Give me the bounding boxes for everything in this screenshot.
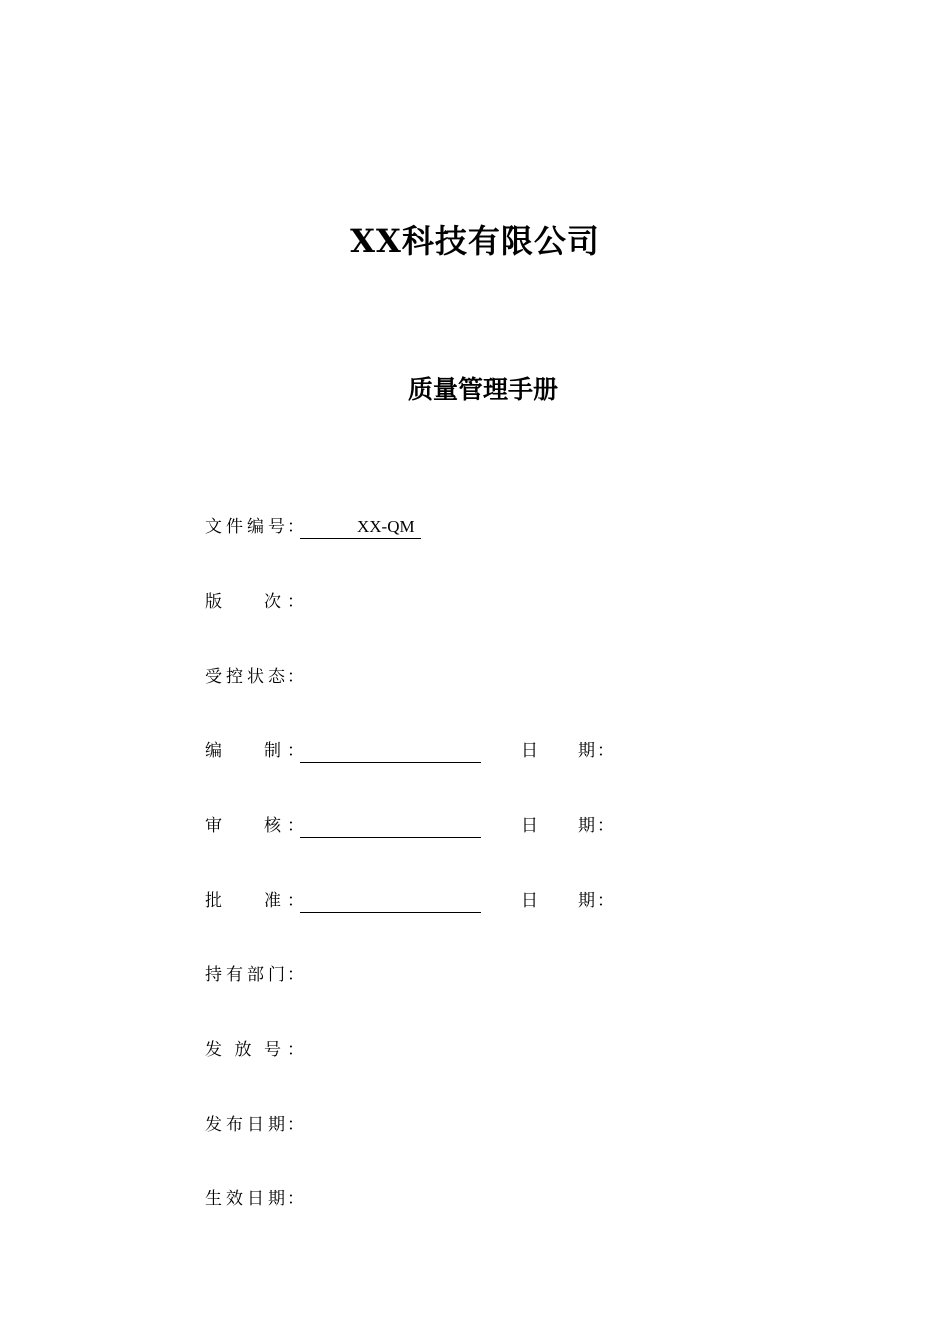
field-colon: ： [597,741,614,761]
field-label [205,514,285,540]
field-label [205,1112,285,1138]
label-char: 期 [578,741,595,761]
date-label [521,888,614,914]
label-char: 日 [521,816,538,836]
field-version [205,589,325,615]
label-char: 日 [247,1189,264,1209]
label-char: 批 [205,891,222,911]
reviewed-by-field[interactable] [300,813,481,838]
label-char: 生 [205,1189,222,1209]
field-colon: ： [287,741,304,761]
label-char: 制 [264,741,281,761]
label-char: 编 [205,741,222,761]
field-label [205,813,281,839]
field-colon: ： [287,667,304,687]
field-label [205,888,281,914]
label-char: 日 [247,1115,264,1135]
label-char: 期 [268,1115,285,1135]
label-char: 日 [521,741,538,761]
document-title: 质量管理手册 [407,375,558,404]
field-label [205,664,285,690]
field-label [205,1037,281,1063]
field-colon: ： [287,1189,304,1209]
field-colon: ： [287,1040,304,1060]
field-colon: ： [287,592,304,612]
label-char: 号 [264,1040,281,1060]
label-char: 发 [205,1040,222,1060]
label-char: 受 [205,667,222,687]
label-char: 有 [226,965,243,985]
label-char: 日 [521,891,538,911]
doc-number-field[interactable] [300,514,421,539]
approved-by-field[interactable] [300,888,481,913]
field-colon: ： [287,816,304,836]
field-colon: ： [597,816,614,836]
label-char: 部 [247,965,264,985]
label-char: 控 [226,667,243,687]
field-colon: ： [287,965,304,985]
field-label [205,1186,285,1212]
label-char: 态 [268,667,285,687]
label-char: 持 [205,965,222,985]
field-approved-by [205,888,625,914]
label-char: 准 [264,891,281,911]
field-label [205,589,281,615]
label-char: 布 [226,1115,243,1135]
label-char: 期 [268,1189,285,1209]
field-reviewed-by [205,813,625,839]
label-char: 审 [205,816,222,836]
document-info-fields [205,0,765,1344]
date-label [521,813,614,839]
label-char: 放 [234,1040,252,1060]
label-char: 期 [578,816,595,836]
company-name: XX科技有限公司 [350,222,600,260]
field-issue-number [205,1037,325,1063]
label-char: 编 [247,517,264,537]
label-char: 件 [226,517,243,537]
field-doc-number [205,514,505,540]
label-char: 文 [205,517,222,537]
field-colon: ： [597,891,614,911]
field-prepared-by [205,738,625,764]
field-holding-dept [205,962,325,988]
field-effective-date [205,1186,325,1212]
field-colon: ： [287,1115,304,1135]
label-char: 状 [247,667,264,687]
label-char: 效 [226,1189,243,1209]
field-release-date [205,1112,325,1138]
label-char: 发 [205,1115,222,1135]
field-colon: ： [287,517,304,537]
label-char: 版 [205,592,222,612]
field-colon: ： [287,891,304,911]
doc-number-value: XX-QM [357,517,415,536]
date-label [521,738,614,764]
label-char: 号 [268,517,285,537]
field-label [205,962,285,988]
label-char: 期 [578,891,595,911]
field-control-status [205,664,325,690]
label-char: 核 [264,816,281,836]
label-char: 次 [264,592,281,612]
field-label [205,738,281,764]
label-char: 门 [268,965,285,985]
prepared-by-field[interactable] [300,738,481,763]
